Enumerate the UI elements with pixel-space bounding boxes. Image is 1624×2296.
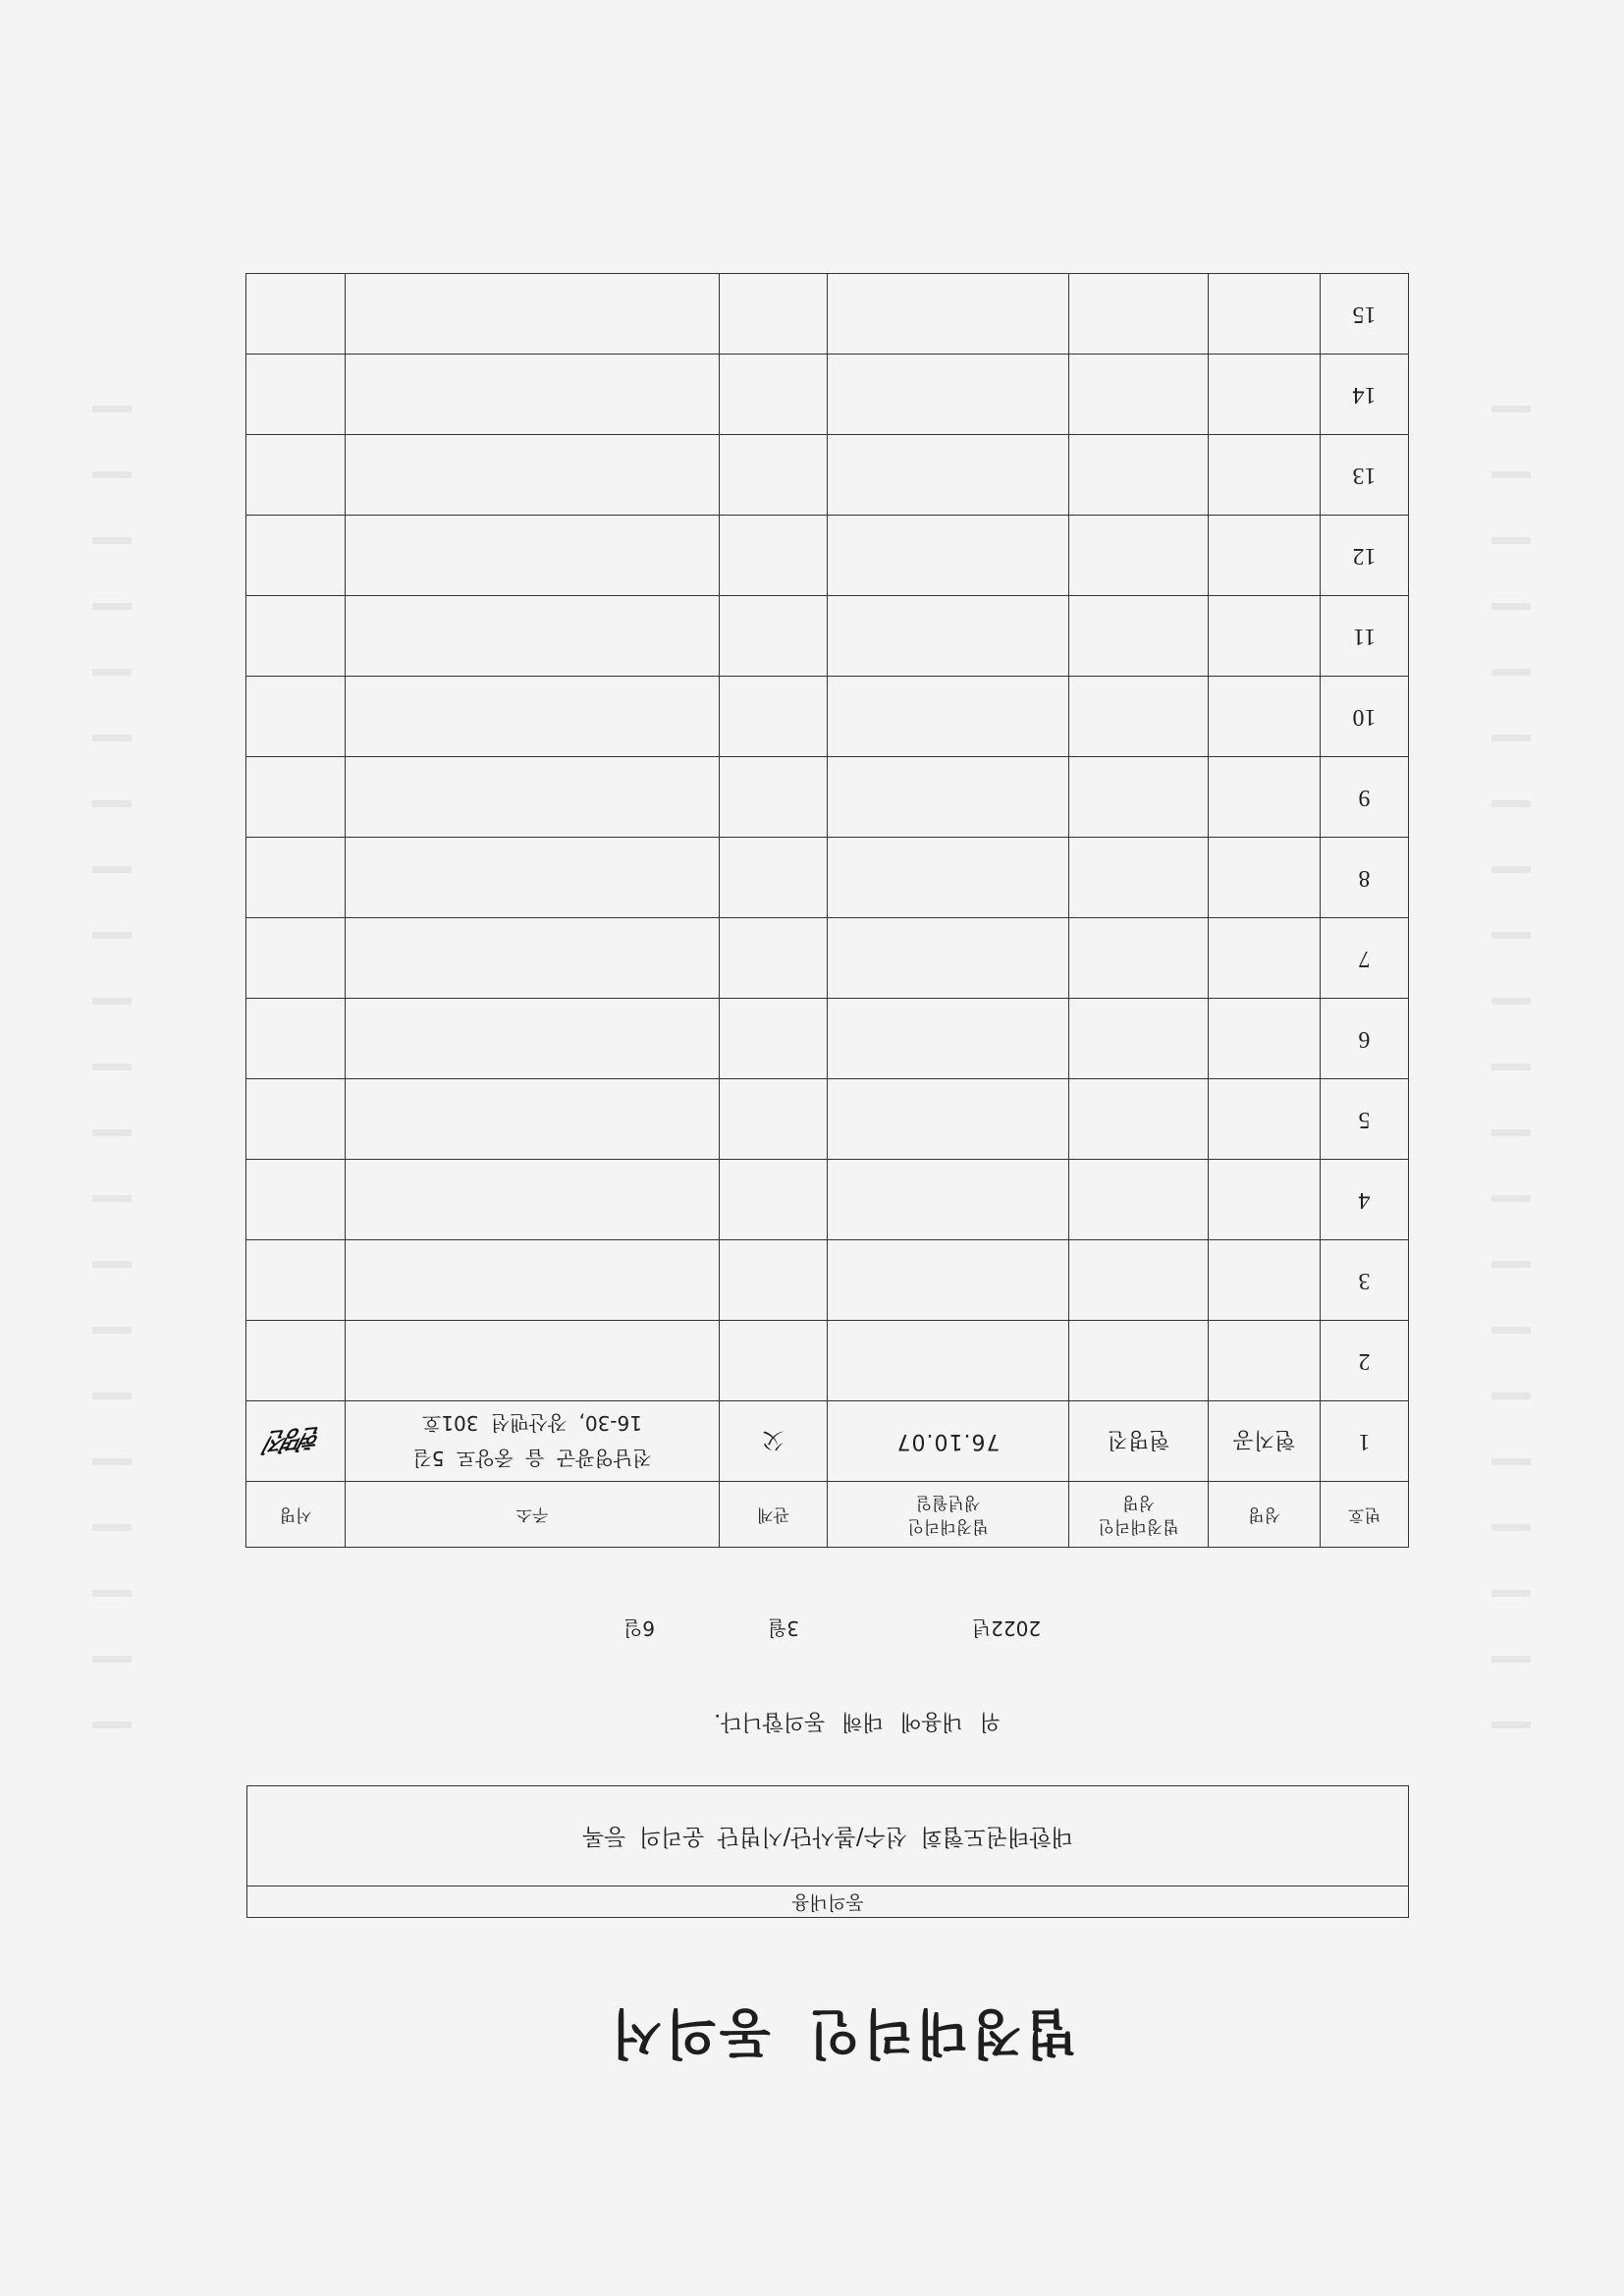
cell-number [1321,757,1409,838]
cell-signature [246,757,346,838]
cell-guardian-name [1069,1401,1209,1482]
table-row [246,999,1409,1079]
table-row [246,838,1409,918]
cell-guardian-birthdate [828,838,1069,918]
cell-number [1321,1240,1409,1321]
number-value: 13 [1352,463,1377,488]
cell-address [346,1401,720,1482]
cell-guardian-name [1069,918,1209,999]
cell-signature [246,918,346,999]
number-value: 15 [1352,301,1377,327]
cell-number [1321,677,1409,757]
cell-signature [246,435,346,516]
table-row [246,355,1409,435]
cell-name [1209,999,1321,1079]
table-row [246,1240,1409,1321]
cell-name [1209,1401,1321,1482]
cell-relation [720,757,828,838]
cell-signature [246,999,346,1079]
table-row [246,596,1409,677]
cell-number [1321,1321,1409,1401]
relation-value: 父 [762,1427,785,1451]
date-year: 2022년 [971,1616,1042,1640]
handwritten-signature: 현명진 [265,1421,327,1456]
cell-address [346,838,720,918]
cell-relation [720,677,828,757]
table-row [246,274,1409,355]
cell-name [1209,596,1321,677]
number-value: 9 [1358,785,1371,810]
cell-guardian-birthdate [828,435,1069,516]
cell-guardian-birthdate [828,516,1069,596]
number-value: 10 [1352,704,1377,730]
header-relation-label: 관계 [757,1504,789,1524]
cell-guardian-birthdate [828,1401,1069,1482]
cell-guardian-name [1069,435,1209,516]
cell-guardian-birthdate [828,757,1069,838]
cell-guardian-name [1069,596,1209,677]
cell-guardian-name [1069,1321,1209,1401]
cell-signature [246,1160,346,1240]
cell-guardian-birthdate [828,355,1069,435]
date-month: 3월 [767,1616,800,1640]
header-number [1321,1482,1409,1548]
cell-relation [720,1240,828,1321]
cell-guardian-name [1069,1240,1209,1321]
show-through-marks [1491,381,1531,1728]
cell-guardian-name [1069,757,1209,838]
name-value: 현지공 [1232,1427,1296,1451]
cell-relation [720,1401,828,1482]
table-body [246,274,1409,1482]
number-value: 2 [1358,1348,1371,1374]
table-row [246,1401,1409,1482]
header-relation [720,1482,828,1548]
cell-name [1209,757,1321,838]
number-value: 1 [1358,1429,1371,1454]
cell-address [346,1160,720,1240]
header-guardian-name-label: 성명 [1122,1493,1155,1512]
consent-box-text: 대한태권도협회 선수/볼사단/시범단 운리의 등록 [582,1824,1073,1849]
cell-guardian-name [1069,677,1209,757]
number-value: 12 [1352,543,1377,569]
date-day: 6일 [623,1616,656,1640]
cell-address [346,516,720,596]
table-row [246,1321,1409,1401]
header-signature [246,1482,346,1548]
cell-signature [246,1401,346,1482]
number-value: 8 [1358,865,1371,891]
cell-relation [720,1321,828,1401]
cell-number [1321,1401,1409,1482]
cell-guardian-name [1069,1160,1209,1240]
cell-name [1209,677,1321,757]
cell-relation [720,838,828,918]
header-guardian-name [1069,1482,1209,1548]
cell-address [346,274,720,355]
cell-name [1209,355,1321,435]
cell-guardian-birthdate [828,999,1069,1079]
cell-name [1209,1079,1321,1160]
guardian-birthdate-value: 76.10.07 [895,1429,1001,1453]
cell-name [1209,1240,1321,1321]
cell-signature [246,596,346,677]
consent-statement: 위 내용에 대해 동의합니다. [714,1709,1001,1733]
cell-number [1321,1160,1409,1240]
table-row [246,677,1409,757]
header-guardian-name-label: 법정대리인 [1098,1516,1179,1536]
cell-name [1209,918,1321,999]
number-value: 4 [1358,1187,1371,1213]
cell-signature [246,677,346,757]
header-address-label: 주소 [515,1504,549,1524]
cell-address [346,1079,720,1160]
cell-guardian-name [1069,274,1209,355]
table-row [246,757,1409,838]
cell-address [346,999,720,1079]
cell-number [1321,274,1409,355]
cell-guardian-birthdate [828,1240,1069,1321]
header-number-label: 번호 [1348,1504,1380,1524]
cell-signature [246,838,346,918]
cell-address [346,757,720,838]
cell-name [1209,1321,1321,1401]
cell-guardian-name [1069,516,1209,596]
cell-name [1209,516,1321,596]
cell-guardian-birthdate [828,918,1069,999]
consent-content-box [246,1785,1409,1918]
cell-guardian-birthdate [828,596,1069,677]
cell-relation [720,274,828,355]
cell-number [1321,516,1409,596]
cell-signature [246,274,346,355]
cell-relation [720,1079,828,1160]
cell-number [1321,918,1409,999]
cell-signature [246,1079,346,1160]
cell-number [1321,435,1409,516]
cell-guardian-name [1069,1079,1209,1160]
document-title: 법정대리인 동의서 [608,2002,1077,2064]
cell-signature [246,1321,346,1401]
cell-address [346,355,720,435]
number-value: 7 [1358,946,1371,971]
show-through-marks [92,381,132,1728]
cell-address [346,1321,720,1401]
cell-address [346,435,720,516]
cell-signature [246,516,346,596]
cell-number [1321,838,1409,918]
address-line: 전남영광군 읍 중앙로 5길 [412,1447,652,1471]
cell-guardian-name [1069,999,1209,1079]
table-row [246,435,1409,516]
cell-name [1209,274,1321,355]
cell-relation [720,918,828,999]
cell-guardian-birthdate [828,677,1069,757]
cell-name [1209,435,1321,516]
cell-relation [720,999,828,1079]
guardian-name-value: 현명진 [1107,1427,1170,1451]
cell-relation [720,355,828,435]
cell-signature [246,355,346,435]
number-value: 14 [1352,382,1377,408]
cell-guardian-name [1069,355,1209,435]
guardian-consent-table [245,273,1409,1548]
header-guardian-birthdate-label: 생년월일 [915,1493,981,1512]
cell-relation [720,596,828,677]
cell-number [1321,1079,1409,1160]
number-value: 6 [1358,1026,1371,1052]
header-address [346,1482,720,1548]
cell-address [346,918,720,999]
address-line: 16-30, 장산맨션 301호 [422,1411,642,1436]
cell-guardian-birthdate [828,1321,1069,1401]
cell-guardian-birthdate [828,1160,1069,1240]
table-header [246,1482,1409,1548]
cell-address [346,1240,720,1321]
number-value: 11 [1352,624,1377,649]
cell-guardian-birthdate [828,1079,1069,1160]
cell-number [1321,596,1409,677]
header-name [1209,1482,1321,1548]
cell-number [1321,999,1409,1079]
cell-number [1321,355,1409,435]
table-row [246,918,1409,999]
table-row [246,516,1409,596]
cell-guardian-name [1069,838,1209,918]
cell-address [346,596,720,677]
cell-signature [246,1240,346,1321]
header-guardian-birthdate [828,1482,1069,1548]
cell-guardian-birthdate [828,274,1069,355]
number-value: 3 [1358,1268,1371,1293]
header-guardian-birthdate-label: 법정대리인 [907,1516,989,1536]
consent-box-header: 동의내용 [247,1886,1408,1917]
table-header-row [246,1482,1409,1548]
cell-name [1209,1160,1321,1240]
header-name-label: 성명 [1248,1504,1280,1524]
table-row [246,1160,1409,1240]
cell-relation [720,1160,828,1240]
cell-address [346,677,720,757]
cell-name [1209,838,1321,918]
cell-relation [720,516,828,596]
number-value: 5 [1358,1107,1371,1132]
cell-relation [720,435,828,516]
header-signature-label: 서명 [279,1504,312,1524]
table-row [246,1079,1409,1160]
